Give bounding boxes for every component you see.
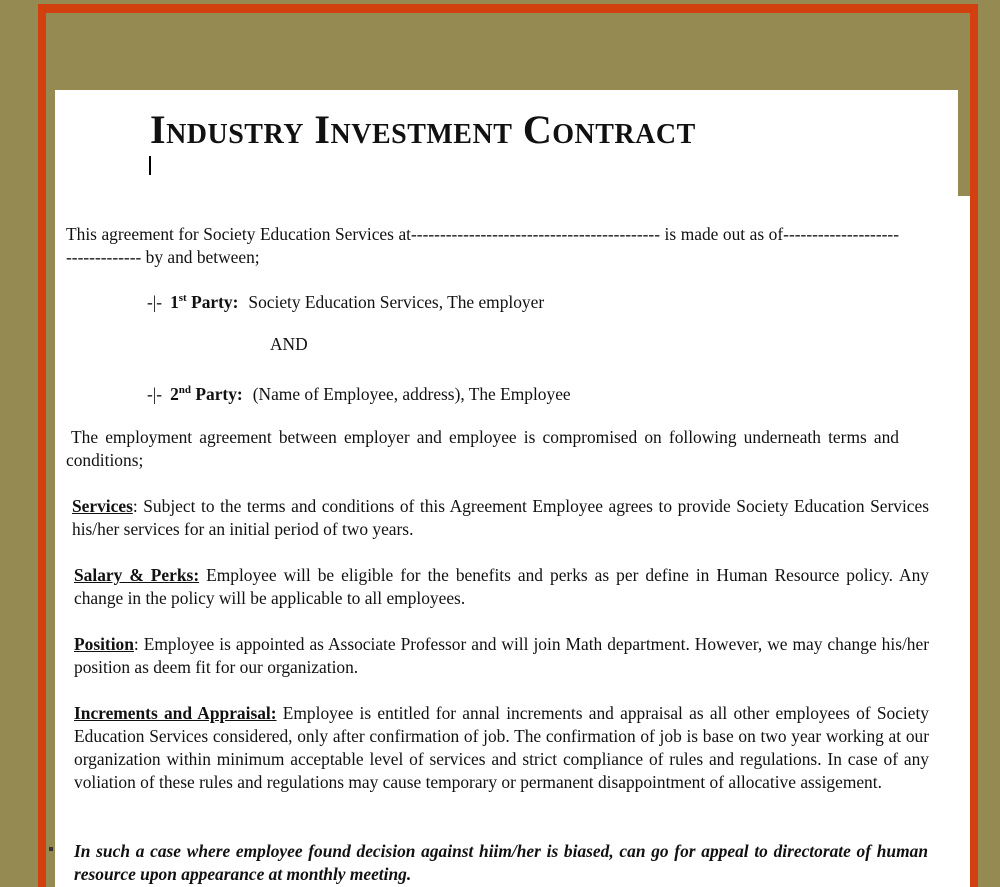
clause-increments-appraisal: Increments and Appraisal: Employee is entitled for annal increments and appraisal as all other employees of Society Education Services considered, only after confirmation of job. The confirmation of job is base on two year working at our organization within minimum acceptable level of services and strict compliance of rules and regulations. In case of any voliation of these rules and regulations may cause temporary or permanent disappointment of allocative assigement.: [74, 703, 929, 792]
clause-term: Increments and Appraisal:: [74, 703, 277, 723]
document-title: Industry Investment Contract: [150, 107, 696, 152]
preamble-paragraph: The employment agreement between employer and employee is compromised on following underneath terms and conditions;: [66, 427, 899, 470]
party-2-line: [147, 379, 571, 406]
clause-term: Services: [72, 496, 133, 516]
bullet-marker: [49, 847, 53, 851]
closing-paragraph: In such a case where employee found decision against hiim/her is biased, can go for appeal to directorate of human resource upon appearance at monthly meeting.: [74, 841, 928, 884]
party-2-label: 2nd Party:: [170, 383, 243, 404]
party-2-marker: -|-: [147, 383, 163, 404]
document-page-edge: [958, 196, 970, 887]
clause-term: Salary & Perks:: [74, 565, 200, 585]
clause-salary-perks: Salary & Perks: Employee will be eligible for the benefits and perks as per define in Human Resource policy. Any change in the policy will be applicable to all employees.: [74, 565, 929, 608]
party-1-text: Society Education Services, The employer: [248, 291, 545, 312]
party-1-line: [147, 287, 544, 314]
party-1-label: 1st Party:: [170, 291, 239, 312]
clause-services: Services: Subject to the terms and conditions of this Agreement Employee agrees to provide Society Education Services his/her services for an initial period of two years.: [72, 496, 929, 539]
party-1-marker: -|-: [147, 291, 163, 312]
text-cursor: [149, 156, 151, 175]
clause-term: Position: [74, 634, 134, 654]
party-2-text: (Name of Employee, address), The Employee: [252, 383, 571, 404]
intro-paragraph: This agreement for Society Education Services at------------------------------------------- is made out as of--------------------------------- by and between;: [66, 224, 899, 267]
clause-position: Position: Employee is appointed as Associate Professor and will join Math department. However, we may change his/her position as deem fit for our organization.: [74, 634, 929, 677]
conjunction-and: AND: [270, 334, 308, 354]
